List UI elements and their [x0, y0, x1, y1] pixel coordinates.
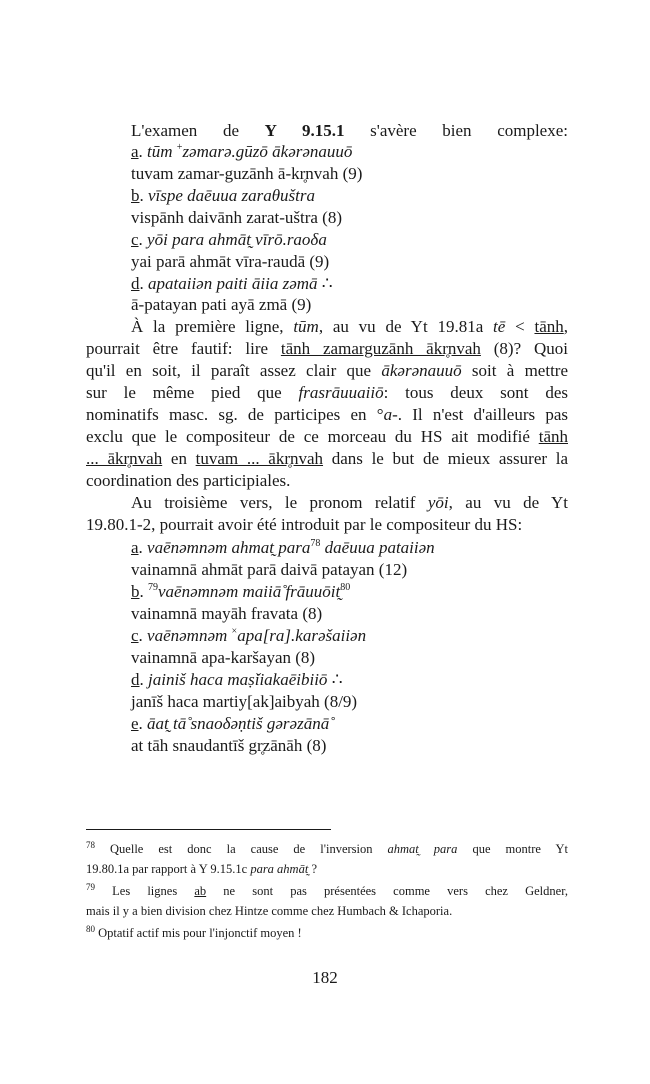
- text-segment: <: [505, 317, 535, 336]
- paragraph-line: [86, 470, 568, 492]
- footnote-separator: [86, 829, 331, 830]
- verse-a-avestan: [131, 537, 435, 559]
- superscript-mark: ×: [231, 626, 238, 637]
- text-segment: vaēnəmnəm maiiā̊ frāuuōit̰: [158, 582, 341, 601]
- text-segment: .: [138, 626, 148, 645]
- text-segment: ∴: [327, 670, 343, 689]
- text-segment: ... ākr̥nvah: [86, 449, 163, 468]
- text-segment: -. Il n'est d'ailleurs pas: [392, 405, 568, 424]
- text-segment: d: [131, 274, 140, 293]
- text-segment: apataiiən paiti āiia zəmā: [148, 274, 318, 293]
- paragraph-line: [86, 448, 568, 470]
- text-line-1: [131, 120, 568, 142]
- verse-d-avestan: [131, 669, 343, 691]
- text-segment: daēuua pataiiən: [320, 538, 435, 557]
- text-segment: ne sont pas présentées comme vers chez Geldner,: [206, 884, 568, 898]
- text-segment: vainamnā mayāh fravata (8): [131, 604, 323, 623]
- text-segment: ,: [563, 317, 568, 336]
- text-segment: at tāh snaudantīš gr̥zānāh (8): [131, 736, 327, 755]
- verse-c-reconstruction: [131, 251, 329, 273]
- verse-a-avestan: [131, 141, 352, 163]
- paragraph-line: [131, 492, 568, 514]
- text-segment: ākərənauuō: [381, 361, 462, 380]
- text-segment: sur le même pied que: [86, 383, 299, 402]
- text-segment: L'examen de: [131, 121, 265, 140]
- footnote-79-cont: [86, 902, 568, 920]
- paragraph-line: [86, 514, 568, 536]
- text-segment: janīš haca martiy[ak]aibyah (8/9): [131, 692, 358, 711]
- text-segment: exclu que le compositeur de ce morceau du HS ait modifié: [86, 427, 539, 446]
- text-segment: .: [139, 274, 148, 293]
- text-segment: mais il y a bien division chez Hintze comme chez Humbach & Ichaporia.: [86, 904, 453, 918]
- superscript-mark: 79: [148, 582, 158, 593]
- text-segment: c: [131, 230, 139, 249]
- text-segment: ahmat̰ para: [387, 842, 458, 856]
- text-segment: yōi: [427, 493, 449, 512]
- verse-d-avestan: [131, 273, 333, 295]
- text-segment: nominatifs masc. sg. de participes en °: [86, 405, 384, 424]
- text-segment: ?: [308, 862, 317, 876]
- text-segment: para ahmāt̰: [250, 862, 309, 876]
- text-segment: vaēnəmnəm ahmat̰ para: [147, 538, 311, 557]
- text-segment: en: [162, 449, 196, 468]
- text-segment: tuvam ... ākr̥nvah: [195, 449, 324, 468]
- text-segment: yōi para ahmāt̰ vīrō.raoδa: [147, 230, 327, 249]
- verse-b-avestan: [131, 185, 315, 207]
- text-segment: b: [131, 186, 140, 205]
- text-segment: apa[ra].karəšaiiən: [237, 626, 367, 645]
- verse-a-reconstruction: [131, 163, 362, 185]
- text-segment: tūm: [147, 142, 177, 161]
- verse-a-reconstruction: [131, 559, 407, 581]
- text-segment: tē: [493, 317, 506, 336]
- superscript-mark: 78: [310, 538, 321, 549]
- text-segment: soit à mettre: [461, 361, 569, 380]
- footnote-78: [86, 840, 568, 858]
- paragraph-line: [131, 316, 568, 338]
- verse-d-reconstruction: [131, 691, 357, 713]
- text-segment: ∴: [317, 274, 333, 293]
- text-segment: .: [138, 538, 148, 557]
- text-segment: 19.80.1-2, pourrait avoir été introduit par le compositeur du HS:: [86, 515, 523, 534]
- text-segment: .: [138, 142, 148, 161]
- verse-c-avestan: [131, 229, 327, 251]
- verse-d-reconstruction: [131, 294, 311, 316]
- text-segment: .: [139, 670, 148, 689]
- text-segment: qu'il en soit, il paraît assez clair que: [86, 361, 382, 380]
- paragraph-line: [86, 338, 568, 360]
- footnote-79: [86, 882, 568, 900]
- text-segment: .: [138, 230, 148, 249]
- text-segment: À la première ligne,: [131, 317, 294, 336]
- verse-e-avestan: [131, 713, 329, 735]
- text-segment: vīspe daēuua zaraθuštra: [148, 186, 316, 205]
- text-segment: vispānh daivānh zarat-uštra (8): [131, 208, 342, 227]
- text-segment: pourrait être fautif: lire: [86, 339, 281, 358]
- verse-b-reconstruction: [131, 603, 322, 625]
- superscript-mark: 79: [86, 882, 95, 892]
- text-segment: .: [139, 582, 148, 601]
- paragraph-line: [86, 426, 568, 448]
- text-segment: Les lignes: [95, 884, 195, 898]
- text-segment: tūm: [293, 317, 319, 336]
- text-segment: Au troisième vers, le pronom relatif: [131, 493, 428, 512]
- verse-b-reconstruction: [131, 207, 342, 229]
- text-segment: frasrāuuaiiō: [298, 383, 384, 402]
- text-segment: , au vu de Yt 19.81a: [318, 317, 494, 336]
- text-segment: Y 9.15.1: [264, 121, 345, 140]
- text-segment: tānh: [534, 317, 564, 336]
- text-segment: d: [131, 670, 140, 689]
- text-segment: vainamnā ahmāt parā daivā patayan (12): [131, 560, 408, 579]
- page-number: 182: [312, 968, 338, 987]
- text-segment: dans le but de mieux assurer la: [323, 449, 568, 468]
- text-segment: yai parā ahmāt vīra-raudā (9): [131, 252, 330, 271]
- text-segment: 19.80.1a par rapport à Y 9.15.1c: [86, 862, 251, 876]
- superscript-mark: 78: [86, 840, 95, 850]
- text-segment: a: [131, 142, 139, 161]
- text-segment: ab: [194, 884, 207, 898]
- paragraph-line: [86, 382, 568, 404]
- text-segment: : tous deux sont des: [383, 383, 568, 402]
- text-segment: a: [131, 538, 139, 557]
- text-segment: Optatif actif mis pour l'injonctif moyen !: [95, 926, 302, 940]
- text-segment: .: [138, 714, 148, 733]
- text-segment: āat̰ tā̊ snaoδəṇtiš gərəzānā̊: [147, 714, 330, 733]
- verse-b-avestan: [131, 581, 350, 603]
- text-segment: tuvam zamar-guzānh ā-kr̥nvah (9): [131, 164, 363, 183]
- text-segment: s'avère bien complexe:: [344, 121, 568, 140]
- text-segment: vainamnā apa-karšayan (8): [131, 648, 316, 667]
- superscript-mark: 80: [86, 924, 95, 934]
- footnote-78-cont: [86, 860, 568, 878]
- verse-c-avestan: [131, 625, 366, 647]
- text-segment: tānh: [538, 427, 568, 446]
- text-segment: tānh zamarguzānh ākr̥nvah: [280, 339, 481, 358]
- paragraph-line: [86, 404, 568, 426]
- text-segment: coordination des participiales.: [86, 471, 291, 490]
- text-segment: , au vu de Yt: [448, 493, 568, 512]
- paragraph-line: [86, 360, 568, 382]
- text-segment: que montre Yt: [457, 842, 568, 856]
- footnote-80: [86, 924, 568, 942]
- text-segment: zəmarə.gūzō ākərənauuō: [182, 142, 353, 161]
- verse-e-reconstruction: [131, 735, 326, 757]
- text-segment: Quelle est donc la cause de l'inversion: [95, 842, 388, 856]
- text-segment: (8)? Quoi: [480, 339, 568, 358]
- text-segment: vaēnəmnəm: [147, 626, 232, 645]
- text-segment: a: [383, 405, 393, 424]
- text-segment: ā-patayan pati ayā zmā (9): [131, 295, 312, 314]
- superscript-mark: +: [176, 142, 183, 153]
- superscript-mark: 80: [340, 582, 351, 593]
- text-segment: e: [131, 714, 139, 733]
- text-segment: jainiš haca maṣ̌iiakaēibiiō: [148, 670, 328, 689]
- text-segment: .: [139, 186, 148, 205]
- text-segment: b: [131, 582, 140, 601]
- text-segment: c: [131, 626, 139, 645]
- verse-c-reconstruction: [131, 647, 315, 669]
